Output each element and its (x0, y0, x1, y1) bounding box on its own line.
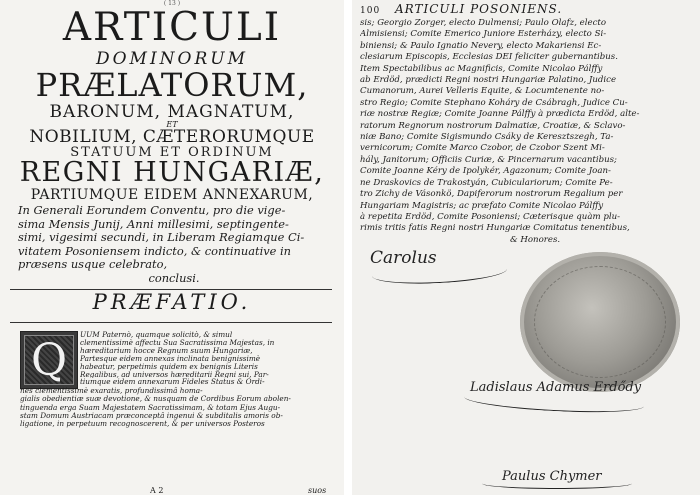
title-statuum: STATUUM ET ORDINUM (70, 145, 274, 160)
signature-mark: A 2 (150, 486, 164, 495)
body-line: In Generali Eorundem Conventu, pro die vige- (18, 203, 286, 217)
body-line: sima Mensis Junij, Anni millesimi, septingente- (18, 216, 289, 231)
preface-line: tiumque eidem annexarum Fideles Status & Ordi- (80, 378, 265, 387)
text-line: ne Draskovics de Trakostyán, Cubiculariorum; Comite Pe- (360, 177, 613, 188)
preface-line: nes clementissimè exaratis, profundissimâ homa- (20, 387, 203, 395)
title-baronum: BARONUM, MAGNATUM, (49, 102, 295, 122)
signature-ladislaus: Ladislaus Adamus Erdődy (470, 380, 642, 395)
preface-line: UUM Paternò, quamque solicitò, & simul (80, 331, 233, 339)
drop-cap (20, 331, 78, 389)
preface-full-text (20, 387, 336, 428)
text-line: Comite Joanne Kéry de Ipolykér, Agazonum; Comite Joan- (360, 166, 611, 177)
body-line: vitatem Posoniensem indicto, & continuative in (18, 243, 291, 258)
text-line: clesiarum Episcopis, Ecclesias DEI feliciter gubernantibus. (360, 52, 618, 63)
text-line: sis; Georgio Zorger, electo Dulmensi; Paulo Olafz, electo (360, 18, 607, 28)
title-body-text (18, 204, 330, 286)
body-end: conclusi. (148, 270, 200, 285)
running-head (360, 2, 694, 16)
text-line: niæ Bano; Comite Sigismundo Csáky de Keresztszegh, Ta- (360, 132, 614, 143)
running-head-title: ARTICULI POSONIENS. (395, 2, 563, 16)
title-et: ET (166, 120, 178, 129)
text-line: Cumanorum, Aurei Velleris Equite, & Locumtenente no- (360, 86, 605, 97)
wax-seal-icon (520, 252, 680, 392)
preface-line: stam Domum Austriacam præconceptâ ingenui & subditalis amoris ob- (20, 411, 283, 420)
divider-bottom (10, 322, 332, 323)
text-line: ab Erdöd, prædicti Regni nostri Hungariæ Palatino, Judice (360, 75, 617, 86)
text-line: tro Zichy de Vásonkö, Dapiferorum nostrorum Regalium per (360, 189, 623, 200)
text-line: rimis tritis fatis Regni nostri Hungariæ Comitatus tenentibus, (360, 223, 630, 234)
title-nobilium: NOBILIUM, CÆTERORUMQUE (29, 127, 315, 147)
title-dominorum: DOMINORUM (95, 49, 249, 69)
right-page (352, 0, 700, 495)
text-line: stro Regio; Comite Stephano Koháry de Csábragh, Judice Cu- (360, 97, 628, 108)
title-articuli: ARTICULI (62, 5, 282, 50)
preface-line: ligatione, in perpetuum recognoscerent, & per universos Posteros (20, 420, 265, 429)
text-line-last: & Honores. (510, 234, 561, 245)
body-line: simi, vigesimi secundi, in Liberam Regiamque Ci- (18, 230, 305, 245)
preface-line: Partesque eidem annexas inclinata benignissimè (80, 354, 261, 363)
body-line: præsens usque celebrato, (18, 257, 168, 272)
text-line: à repetita Erdöd, Comite Posoniensi; Cæterisque quàm plu- (360, 211, 621, 222)
page-gutter (344, 0, 352, 495)
preface-line: habeatur, perpetimis quidem ex benignis Literis (80, 362, 258, 371)
text-line: Hungariam Magistris; ac præfato Comite Nicolao Pálffy (360, 200, 604, 211)
preface-line: tinguenda erga Suam Majestatem Sacratissimam, & totam Ejus Augu- (20, 403, 281, 412)
praefatio-heading: PRÆFATIO. (92, 290, 252, 314)
preface-line: hæreditarium hocce Regnum suum Hungariæ, (80, 346, 253, 355)
text-line: hály, Janitorum; Officiis Curiæ, & Pincernarum vacantibus; (360, 154, 617, 165)
signature-flourish (482, 478, 632, 489)
left-page (0, 0, 345, 495)
page-number: 100 (360, 6, 381, 16)
preface-line: clementissimè affectu Sua Sacratissima Majestas, in (80, 338, 275, 347)
preface-side-text (80, 331, 336, 386)
title-regni: REGNI HUNGARIÆ, (19, 157, 325, 188)
title-praelatorum: PRÆLATORUM, (35, 66, 309, 104)
catchword: suos (308, 486, 327, 495)
drop-cap-letter: Q (30, 334, 68, 386)
title-partiumque: PARTIUMQUE EIDEM ANNEXARUM, (30, 187, 314, 203)
text-line: biniensi; & Paulo Ignatio Nevery, electo Makariensi Ec- (360, 40, 602, 51)
signature-carolus: Carolus (370, 248, 437, 268)
text-line: ratorum Regnorum nostrorum Dalmatiæ, Croatiæ, & Sclavo- (360, 120, 626, 131)
text-line: Item Spectabilibus ac Magnificis, Comite Nicolao Pálffy (360, 63, 603, 74)
text-line: vernicorum; Comite Marco Czobor, de Czobor Szent Mi- (360, 143, 605, 154)
text-line: Almisiensi; Comite Emerico Juniore Esterházy, electo Si- (360, 29, 607, 40)
preface-line: gialis obedientiæ suæ devotione, & nusquam de Cordibus Eorum abolen- (20, 395, 291, 404)
folio-number: ( 13 ) (163, 0, 181, 7)
text-line: riæ nostræ Regiæ; Comite Joanne Pálffy à prædicta Erdöd, alte- (360, 109, 640, 120)
seal-rim (534, 266, 666, 378)
right-page-text (360, 18, 694, 246)
preface-line: Regalibus, ad universos hæreditarii Regni sui, Par- (80, 370, 269, 379)
signature-third: Paulus Chymer (502, 469, 602, 484)
